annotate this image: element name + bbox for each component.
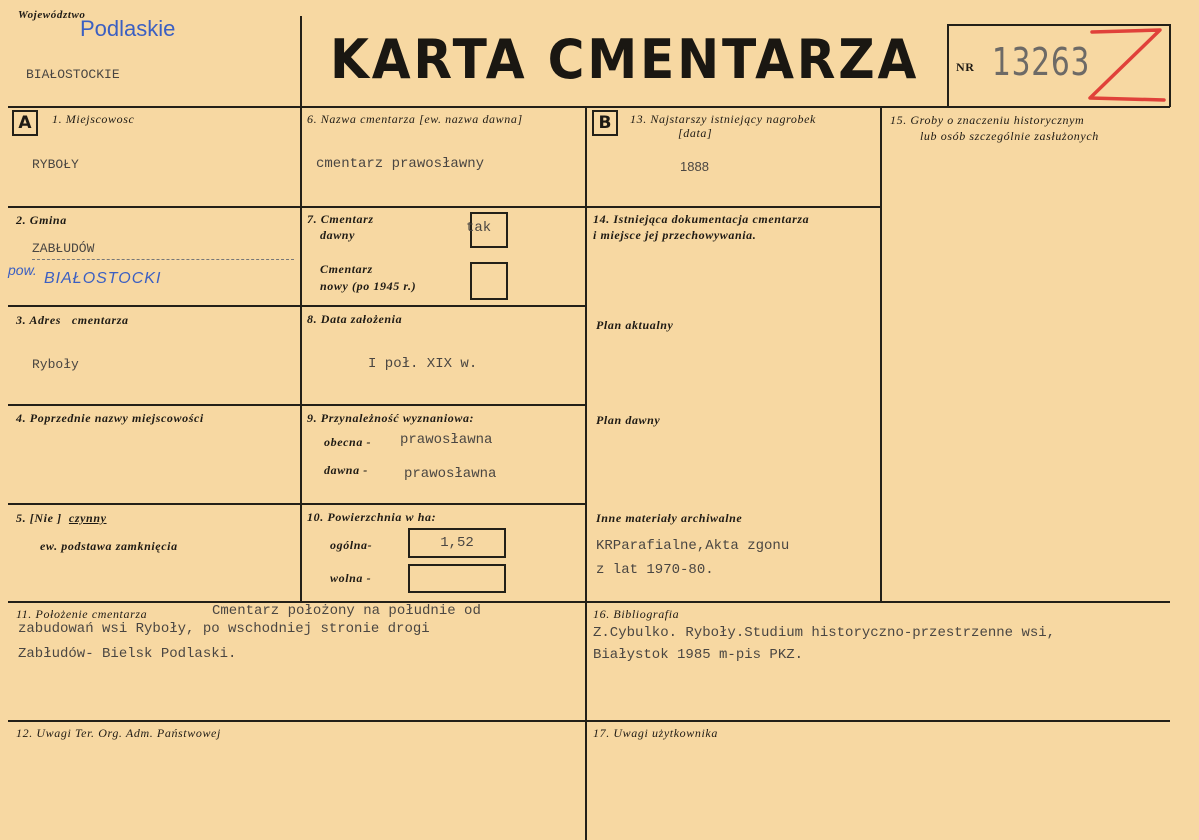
field-10-wolna-box [408, 564, 506, 593]
field-10-label: 10. Powierzchnia w ha: [307, 510, 437, 524]
field-11-label: 11. Położenie cmentarza [16, 607, 148, 621]
field-2-label: 2. Gmina [16, 213, 67, 227]
field-9-label: 9. Przynależność wyznaniowa: [307, 411, 475, 425]
field-17-label: 17. Uwagi użytkownika [593, 726, 718, 740]
field-10-ogolna-box: 1,52 [408, 528, 506, 558]
field-8-value: I poł. XIX w. [368, 356, 478, 372]
field-16-line-1: Z.Cybulko. Ryboły.Studium historyczno-przestrzenne wsi, [593, 625, 1056, 641]
field-10-ogolna-label: ogólna- [330, 538, 373, 552]
field-7-nowy-sublabel: nowy (po 1945 r.) [320, 279, 417, 293]
section-b-marker: B [592, 110, 618, 136]
grid-line [8, 720, 1170, 722]
inne-materialy-line-2: z lat 1970-80. [596, 562, 714, 578]
field-16-label: 16. Bibliografia [593, 607, 680, 621]
field-7-label: 7. Cmentarz [307, 212, 374, 226]
field-9-dawna-label: dawna - [324, 463, 368, 477]
field-14-label: 14. Istniejąca dokumentacja cmentarza [593, 212, 810, 226]
grid-line [8, 404, 586, 406]
field-13-label: 13. Najstarszy istniejący nagrobek [630, 112, 816, 126]
field-13-value: 1888 [680, 159, 709, 174]
field-7-dawny-label: dawny [320, 228, 356, 242]
field-5-label: 5. [Nie ] czynny [16, 511, 107, 525]
field-1-label: 1. Miejscowosc [52, 112, 135, 126]
grid-line [585, 106, 587, 840]
field-16-line-2: Białystok 1985 m-pis PKZ. [593, 647, 804, 663]
field-12-label: 12. Uwagi Ter. Org. Adm. Państwowej [16, 726, 221, 740]
field-4-label: 4. Poprzednie nazwy miejscowości [16, 411, 204, 425]
field-13-sublabel: [data] [678, 126, 713, 140]
page-title: KARTA CMENTARZA [330, 28, 920, 91]
field-10-wolna-label: wolna - [330, 571, 372, 585]
field-15-label: 15. Groby o znaczeniu historycznym [890, 113, 1085, 127]
wojewodztwo-handwritten: Podlaskie [80, 16, 176, 41]
field-2-value: ZABŁUDÓW [32, 241, 95, 256]
grid-line [8, 503, 586, 505]
field-3-label: 3. Adres cmentarza [16, 313, 129, 327]
field-9-obecna-label: obecna - [324, 435, 372, 449]
nr-value: 13263 [992, 40, 1091, 84]
field-6-value: cmentarz prawosławny [316, 156, 485, 172]
field-2-underline [32, 259, 294, 260]
field-3-value: Ryboły [32, 357, 79, 372]
field-2-pow-value: BIAŁOSTOCKI [44, 270, 162, 287]
grid-line [8, 305, 586, 307]
field-7-dawny-box: tak [470, 212, 508, 248]
field-7-nowy-label: Cmentarz [320, 262, 373, 276]
grid-line [8, 601, 1170, 603]
field-6-label: 6. Nazwa cmentarza [ew. nazwa dawna] [307, 112, 523, 126]
field-11-line-2: zabudowań wsi Ryboły, po wschodniej stronie drogi [18, 621, 430, 637]
field-11-line-3: Zabłudów- Bielsk Podlaski. [18, 646, 237, 662]
grid-line [880, 106, 882, 602]
field-11-line-1: Cmentarz położony na południe od [212, 603, 481, 619]
wojewodztwo-typed: BIAŁOSTOCKIE [26, 67, 120, 82]
field-9-obecna-value: prawosławna [400, 432, 493, 448]
field-5-sublabel: ew. podstawa zamknięcia [40, 539, 178, 553]
wojewodztwo-label: Województwo [18, 9, 86, 21]
nr-red-mark [1084, 26, 1168, 106]
inne-materialy-label: Inne materiały archiwalne [596, 511, 743, 525]
field-2-pow-hand: pow. [8, 262, 37, 278]
grid-line [8, 206, 882, 208]
plan-dawny-label: Plan dawny [596, 413, 661, 427]
nr-label: NR [956, 60, 975, 74]
field-1-value: RYBOŁY [32, 157, 79, 172]
field-8-label: 8. Data założenia [307, 312, 403, 326]
plan-aktualny-label: Plan aktualny [596, 318, 674, 332]
field-7-nowy-box [470, 262, 508, 300]
inne-materialy-line-1: KRParafialne,Akta zgonu [596, 538, 790, 554]
field-14-sublabel: i miejsce jej przechowywania. [593, 228, 757, 242]
section-a-marker: A [12, 110, 38, 136]
grid-line [300, 16, 302, 602]
field-9-dawna-value: prawosławna [404, 466, 497, 482]
field-15-sublabel: lub osób szczególnie zasłużonych [920, 129, 1099, 143]
